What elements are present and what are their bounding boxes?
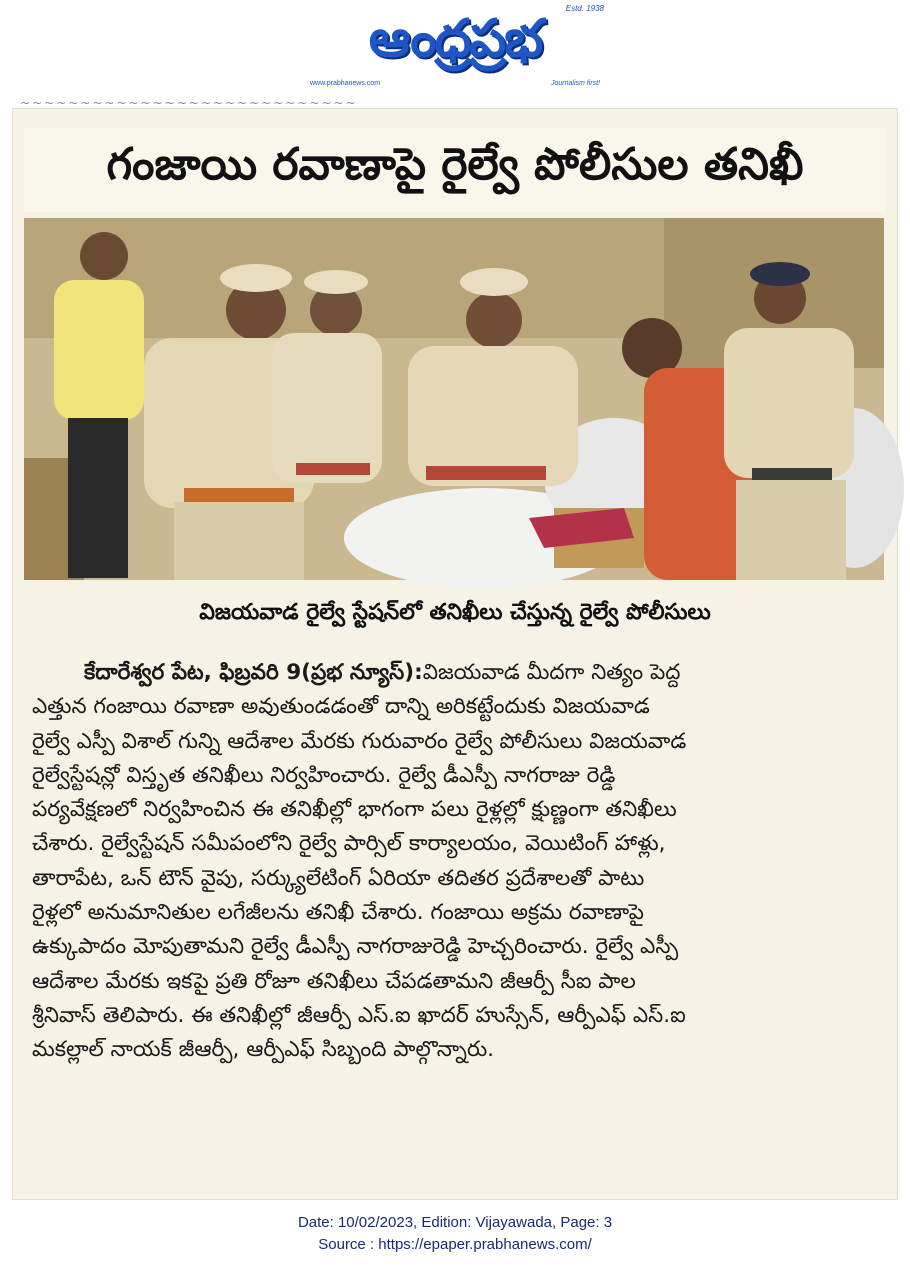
masthead	[300, 0, 610, 100]
article-line: రైళ్లలో అనుమానితుల లగేజీలను తనిఖీ చేశారు. గంజాయి అక్రమ రవాణాపై	[32, 900, 644, 926]
torn-edge-divider: ~~~~~~~~~~~~~~~~~~~~~~~~~~~~	[20, 96, 358, 110]
article-line-1	[32, 656, 878, 690]
logo-tagline: Journalism first!	[550, 80, 600, 87]
article-body	[32, 656, 878, 1068]
newspaper-logo: ఆంధ్రప్రభ	[368, 8, 542, 69]
article-line: ఎత్తున గంజాయి రవాణా అవుతుండడంతో దాన్ని అరికట్టేందుకు విజయవాడ	[32, 694, 650, 720]
article-line: తారాపేట, ఒన్ టౌన్ వైపు, సర్క్యులేటింగ్ ఏరియా తదితర ప్రదేశాలతో పాటు	[32, 865, 645, 891]
article-line-1-text: విజయవాడ మీదగా నిత్యం పెద్ద	[422, 660, 681, 685]
article-line: శ్రీనివాస్ తెలిపారు. ఈ తనిఖీల్లో జీఆర్పీ ఎస్.ఐ ఖాదర్ హుస్సేన్, ఆర్పీఎఫ్ ఎస్.ఐ	[32, 1002, 686, 1028]
logo-website: www.prabhanews.com	[310, 80, 381, 87]
article-dateline: కేదారేశ్వర పేట, ఫిబ్రవరి 9(ప్రభ న్యూస్):	[84, 660, 423, 685]
estd-label: Estd. 1938	[565, 4, 604, 13]
police-inspection-photo	[24, 218, 884, 580]
edition-date-line: Date: 10/02/2023, Edition: Vijayawada, Page: 3	[297, 1214, 613, 1231]
source-footer	[0, 1212, 910, 1256]
source-url-line[interactable]: Source : https://epaper.prabhanews.com/	[318, 1236, 592, 1253]
article-line: రైల్వే ఎస్పీ విశాల్ గున్ని ఆదేశాల మేరకు గురువారం రైల్వే పోలీసులు విజయవాడ	[32, 728, 687, 754]
article-photo	[24, 218, 884, 580]
article-line: మకల్లాల్ నాయక్ జీఆర్పీ, ఆర్పీఎఫ్ సిబ్బంది పాల్గొన్నారు.	[32, 1037, 494, 1063]
article-line: ఆదేశాల మేరకు ఇకపై ప్రతి రోజూ తనిఖీలు చేపడతామని జీఆర్పీ సీఐ పాల	[32, 968, 636, 994]
article-headline: గంజాయి రవాణాపై రైల్వే పోలీసుల తనిఖీ	[24, 128, 886, 212]
article-line: రైల్వేస్టేషన్లో విస్తృత తనిఖీలు నిర్వహించారు. రైల్వే డీఎస్పీ నాగరాజు రెడ్డి	[32, 762, 616, 788]
photo-caption: విజయవాడ రైల్వే స్టేషన్‌లో తనిఖీలు చేస్తున్న రైల్వే పోలీసులు	[199, 600, 711, 625]
article-line: ఉక్కుపాదం మోపుతామని రైల్వే డీఎస్పీ నాగరాజురెడ్డి హెచ్చరించారు. రైల్వే ఎస్పీ	[32, 934, 679, 960]
article-line: పర్యవేక్షణలో నిర్వహించిన ఈ తనిఖీల్లో భాగంగా పలు రైళ్లల్లో క్షుణ్ణంగా తనిఖీలు	[32, 797, 677, 823]
article-line: చేశారు. రైల్వేస్టేషన్ సమీపంలోని రైల్వే పార్సిల్ కార్యాలయం, వెయిటింగ్ హాళ్లు,	[32, 831, 666, 857]
